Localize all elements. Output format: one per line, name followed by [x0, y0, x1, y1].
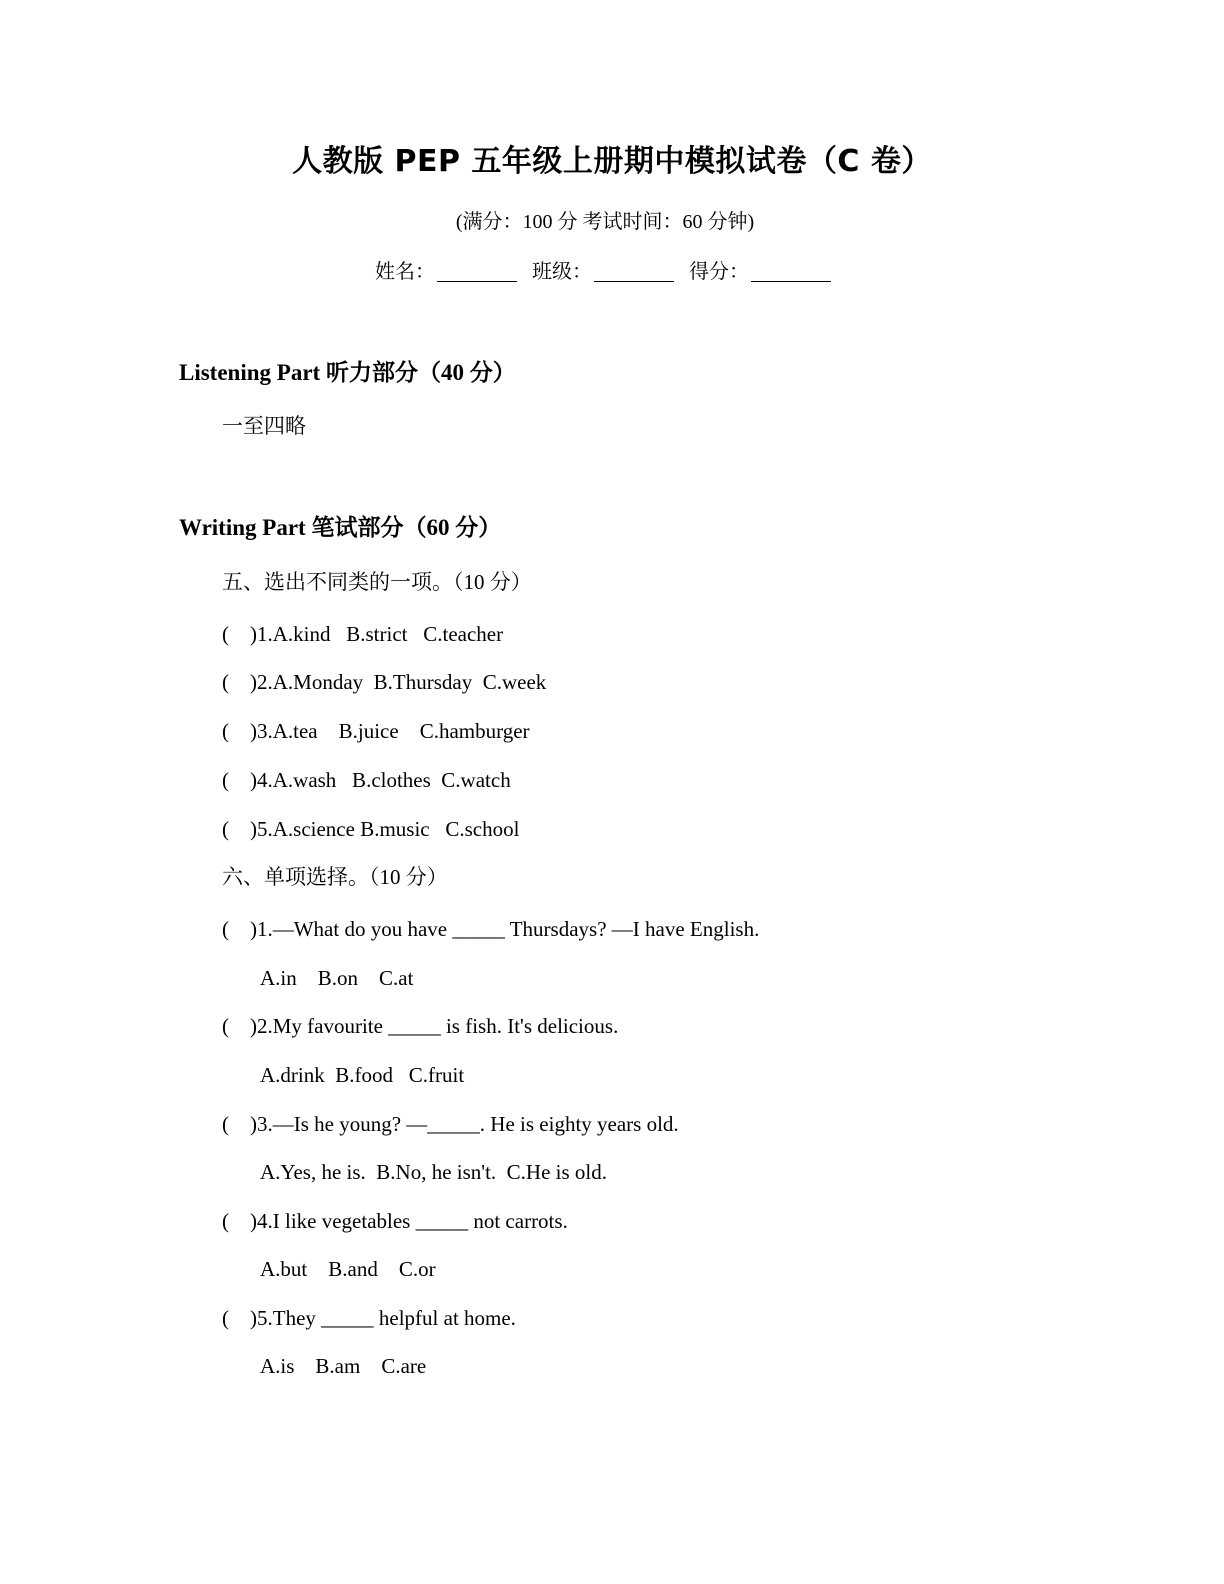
- section-5-item: ( )1.A.kind B.strict C.teacher: [222, 622, 504, 646]
- section-6-question: ( )4.I like vegetables _____ not carrots.: [222, 1209, 568, 1233]
- section-6-options: A.drink B.food C.fruit: [260, 1063, 465, 1087]
- section-6-options: A.but B.and C.or: [260, 1257, 436, 1281]
- exam-subtitle: (满分：100 分 考试时间：60 分钟): [455, 211, 755, 233]
- listening-note: 一至四略: [222, 414, 306, 438]
- student-info-line: [0, 258, 1212, 286]
- name-blank: [437, 261, 517, 282]
- listening-heading: Listening Part 听力部分（40 分）: [179, 360, 516, 385]
- section-6-options: A.Yes, he is. B.No, he isn't. C.He is old.: [260, 1160, 608, 1184]
- score-label: 得分：: [689, 261, 749, 283]
- section-6-options: A.in B.on C.at: [260, 966, 414, 990]
- section-6-question: ( )2.My favourite _____ is fish. It's delicious.: [222, 1014, 619, 1038]
- name-label: 姓名：: [375, 261, 435, 283]
- writing-heading: Writing Part 笔试部分（60 分）: [179, 515, 502, 540]
- section-5-item: ( )2.A.Monday B.Thursday C.week: [222, 670, 547, 694]
- score-blank: [751, 261, 831, 282]
- page-title: 人教版 PEP 五年级上册期中模拟试卷（C 卷）: [292, 144, 932, 179]
- section-5-item: ( )5.A.science B.music C.school: [222, 817, 520, 841]
- class-label: 班级：: [532, 261, 592, 283]
- section-6-question: ( )1.—What do you have _____ Thursdays? —I have English.: [222, 917, 760, 941]
- section-6-title: 六、单项选择。（10 分）: [222, 865, 448, 889]
- section-5-item: ( )3.A.tea B.juice C.hamburger: [222, 719, 530, 743]
- class-blank: [594, 261, 674, 282]
- section-6-question: ( )3.—Is he young? —_____. He is eighty years old.: [222, 1112, 679, 1136]
- section-5-title: 五、选出不同类的一项。（10 分）: [222, 570, 532, 594]
- section-6-question: ( )5.They _____ helpful at home.: [222, 1306, 516, 1330]
- section-6-options: A.is B.am C.are: [260, 1354, 427, 1378]
- section-5-item: ( )4.A.wash B.clothes C.watch: [222, 768, 511, 792]
